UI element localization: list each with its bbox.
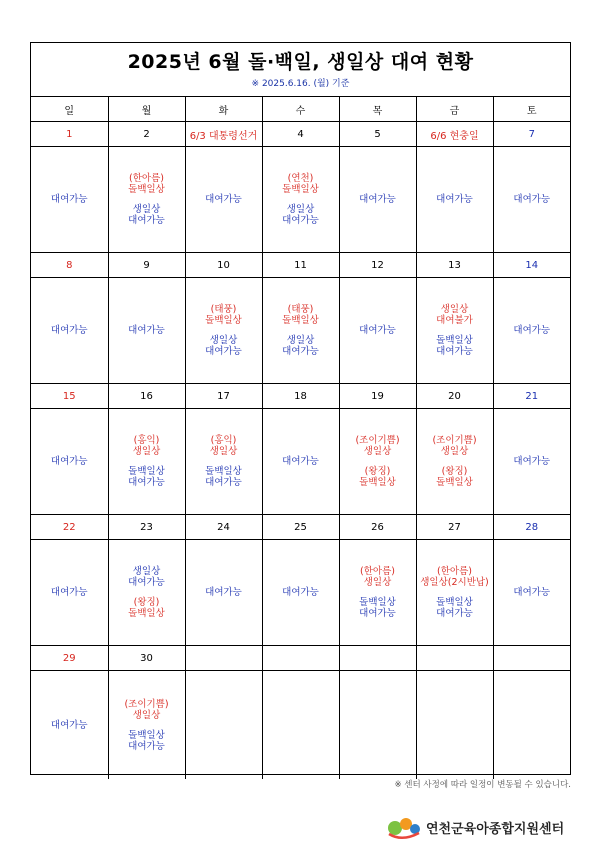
rental-status — [31, 720, 108, 731]
rental-status — [186, 335, 262, 357]
rental-status — [263, 304, 339, 326]
status-line: 대여가능 — [436, 194, 473, 205]
date-cell: 1 — [31, 122, 108, 147]
date-row — [31, 122, 570, 147]
center-logo-icon — [386, 814, 422, 840]
status-line: 대여가능 — [513, 325, 551, 336]
rental-status — [494, 587, 571, 598]
rental-status — [494, 456, 571, 467]
title-block — [31, 43, 570, 97]
rental-status — [109, 204, 185, 226]
rental-status — [186, 466, 262, 488]
rental-status — [186, 435, 262, 457]
date-row — [31, 515, 570, 540]
status-line: 생일상 — [286, 335, 315, 346]
rental-status — [340, 466, 416, 488]
status-row — [31, 278, 570, 384]
block-gap — [417, 457, 493, 466]
status-line: 대여가능 — [513, 587, 551, 598]
status-line: 생일상(2시반납) — [420, 577, 489, 588]
status-line: 돌백일상 — [128, 608, 165, 619]
block-gap — [109, 721, 185, 730]
status-line: 생일상 — [286, 204, 315, 215]
status-line: 대여가능 — [50, 194, 88, 205]
date-cell: 26 — [339, 515, 416, 540]
date-cell: 22 — [31, 515, 108, 540]
status-line: 대여가능 — [205, 477, 242, 488]
status-line: 대여가능 — [50, 456, 88, 467]
date-cell: 29 — [31, 646, 108, 671]
block-gap — [263, 326, 339, 335]
organization-name: 연천군육아종합지원센터 — [426, 821, 565, 837]
status-cell — [262, 409, 339, 515]
status-line: (왕징) — [133, 597, 160, 608]
status-cell — [416, 409, 493, 515]
status-line: 대여가능 — [359, 325, 396, 336]
status-line: (왕징) — [364, 466, 391, 477]
status-line: 돌백일상 — [128, 466, 165, 477]
status-cell — [493, 409, 570, 515]
status-cell — [185, 278, 262, 384]
weekday-header: 수 — [262, 97, 339, 122]
rental-status — [109, 597, 185, 619]
status-line: 돌백일상 — [282, 315, 319, 326]
status-line: 돌백일상 — [436, 477, 473, 488]
calendar-table — [31, 97, 570, 779]
date-cell: 24 — [185, 515, 262, 540]
status-cell — [339, 278, 416, 384]
status-line: 대여가능 — [128, 215, 165, 226]
date-cell: 21 — [493, 384, 570, 409]
status-line: (조이기쁨) — [432, 435, 477, 446]
status-line: 대여가능 — [513, 456, 551, 467]
date-cell: 23 — [108, 515, 185, 540]
status-line: 대여가능 — [128, 477, 165, 488]
rental-status — [417, 566, 493, 588]
date-row — [31, 646, 570, 671]
status-cell — [31, 409, 108, 515]
weekday-header: 금 — [416, 97, 493, 122]
status-line: 대여가능 — [359, 608, 396, 619]
status-cell — [31, 147, 108, 253]
date-cell: 17 — [185, 384, 262, 409]
status-line: 생일상 — [363, 577, 392, 588]
status-line: (왕징) — [441, 466, 468, 477]
status-cell — [185, 540, 262, 646]
date-cell: 5 — [339, 122, 416, 147]
date-cell: 30 — [108, 646, 185, 671]
date-row — [31, 253, 570, 278]
rental-status — [340, 194, 416, 205]
status-line: 생일상 — [132, 446, 161, 457]
status-line: (홍익) — [210, 435, 237, 446]
status-cell — [185, 409, 262, 515]
status-cell — [493, 278, 570, 384]
rental-status — [263, 456, 339, 467]
date-cell: 15 — [31, 384, 108, 409]
date-cell: 6/6 현충일 — [416, 122, 493, 147]
status-line: (연천) — [287, 173, 314, 184]
organization-logo — [386, 812, 564, 842]
date-cell — [493, 646, 570, 671]
status-cell — [108, 409, 185, 515]
date-cell: 27 — [416, 515, 493, 540]
date-cell: 20 — [416, 384, 493, 409]
date-cell: 6/3 대통령선거 — [185, 122, 262, 147]
status-line: 생일상 — [132, 566, 161, 577]
status-line: 대여가능 — [513, 194, 551, 205]
status-line: 생일상 — [440, 446, 469, 457]
status-line: 대여가능 — [436, 608, 473, 619]
date-cell: 8 — [31, 253, 108, 278]
status-line: (한아름) — [360, 566, 395, 577]
status-cell — [108, 278, 185, 384]
status-cell — [416, 540, 493, 646]
rental-status — [263, 335, 339, 357]
weekday-header: 월 — [108, 97, 185, 122]
status-line: 생일상 — [132, 204, 161, 215]
block-gap — [109, 457, 185, 466]
rental-status — [186, 194, 262, 205]
status-line: 돌백일상 — [436, 597, 473, 608]
status-cell — [31, 671, 108, 780]
status-cell — [108, 671, 185, 780]
block-gap — [186, 457, 262, 466]
rental-status — [417, 597, 493, 619]
status-line: (태풍) — [287, 304, 314, 315]
rental-status — [263, 587, 339, 598]
status-cell — [416, 671, 493, 780]
status-line: 대여가능 — [205, 587, 242, 598]
status-cell — [108, 147, 185, 253]
status-line: 돌백일상 — [359, 597, 396, 608]
rental-status — [31, 194, 108, 205]
rental-status — [340, 435, 416, 457]
date-cell: 7 — [493, 122, 570, 147]
calendar-body — [31, 122, 570, 780]
status-line: 대여가능 — [128, 577, 165, 588]
block-gap — [340, 588, 416, 597]
status-line: 대여가능 — [50, 719, 88, 731]
status-line: 대여가능 — [282, 456, 319, 467]
block-gap — [417, 588, 493, 597]
weekday-header: 일 — [31, 97, 108, 122]
status-cell — [416, 147, 493, 253]
status-cell — [108, 540, 185, 646]
page-title: 2025년 6월 돌·백일, 생일상 대여 현황 — [127, 51, 474, 73]
block-gap — [109, 588, 185, 597]
status-line: 돌백일상 — [205, 315, 242, 326]
date-cell: 14 — [493, 253, 570, 278]
status-line: 대여가능 — [282, 587, 319, 598]
status-cell — [339, 540, 416, 646]
status-cell — [185, 671, 262, 780]
calendar-sheet — [30, 42, 571, 775]
date-cell — [262, 646, 339, 671]
rental-status — [31, 456, 108, 467]
rental-status — [109, 435, 185, 457]
status-cell — [339, 147, 416, 253]
status-row — [31, 409, 570, 515]
status-line: 돌백일상 — [128, 729, 165, 741]
status-cell — [185, 147, 262, 253]
weekday-header: 토 — [493, 97, 570, 122]
footer-note: ※ 센터 사정에 따라 일정이 변동될 수 있습니다. — [394, 780, 571, 790]
status-line: 대여가능 — [282, 215, 319, 226]
rental-status — [186, 587, 262, 598]
status-line: 대여가능 — [50, 587, 88, 598]
rental-status — [109, 730, 185, 752]
date-cell: 16 — [108, 384, 185, 409]
status-cell — [416, 278, 493, 384]
status-line: 돌백일상 — [205, 466, 242, 477]
rental-status — [263, 173, 339, 195]
status-line: (조이기쁨) — [355, 435, 400, 446]
block-gap — [109, 195, 185, 204]
status-row — [31, 147, 570, 253]
status-line: 대여가능 — [359, 194, 396, 205]
rental-status — [340, 597, 416, 619]
status-cell — [31, 540, 108, 646]
weekday-header: 화 — [185, 97, 262, 122]
weekday-header-row — [31, 97, 570, 122]
status-line: 대여가능 — [205, 346, 242, 357]
rental-status — [31, 587, 108, 598]
status-row — [31, 671, 570, 780]
rental-status — [417, 335, 493, 357]
status-row — [31, 540, 570, 646]
rental-status — [340, 325, 416, 336]
rental-status — [109, 466, 185, 488]
status-line: 대여가능 — [128, 740, 165, 752]
block-gap — [340, 457, 416, 466]
status-cell — [339, 409, 416, 515]
rental-status — [494, 194, 571, 205]
status-cell — [262, 147, 339, 253]
date-cell — [339, 646, 416, 671]
status-cell — [31, 278, 108, 384]
rental-status — [109, 173, 185, 195]
status-cell — [339, 671, 416, 780]
rental-status — [417, 194, 493, 205]
status-line: (한아름) — [437, 566, 472, 577]
status-line: 생일상 — [209, 335, 238, 346]
rental-status — [494, 325, 571, 336]
date-cell — [185, 646, 262, 671]
date-cell: 25 — [262, 515, 339, 540]
date-cell: 13 — [416, 253, 493, 278]
date-cell: 18 — [262, 384, 339, 409]
rental-status — [186, 304, 262, 326]
status-cell — [262, 671, 339, 780]
status-line: (태풍) — [210, 304, 237, 315]
rental-status — [417, 435, 493, 457]
weekday-header: 목 — [339, 97, 416, 122]
rental-status — [31, 325, 108, 336]
date-cell: 12 — [339, 253, 416, 278]
rental-status — [417, 304, 493, 326]
status-line: 생일상 — [209, 446, 238, 457]
status-cell — [262, 278, 339, 384]
reference-date: ※ 2025.6.16. (월) 기준 — [251, 79, 350, 89]
block-gap — [417, 326, 493, 335]
status-line: 돌백일상 — [436, 335, 473, 346]
status-cell — [262, 540, 339, 646]
status-line: 돌백일상 — [359, 477, 396, 488]
status-line: 생일상 — [132, 709, 161, 721]
date-cell: 9 — [108, 253, 185, 278]
status-line: 대여가능 — [128, 325, 165, 336]
rental-status — [109, 699, 185, 721]
status-line: 생일상 — [440, 304, 469, 315]
rental-status — [109, 566, 185, 588]
status-line: 대여가능 — [436, 346, 473, 357]
date-cell: 4 — [262, 122, 339, 147]
status-line: 대여가능 — [50, 325, 88, 336]
date-row — [31, 384, 570, 409]
block-gap — [186, 326, 262, 335]
status-line: 대여가능 — [205, 194, 242, 205]
date-cell — [416, 646, 493, 671]
rental-status — [417, 466, 493, 488]
status-line: 대여불가 — [436, 315, 473, 326]
status-line: 생일상 — [363, 446, 392, 457]
status-line: (홍익) — [133, 435, 160, 446]
status-cell — [493, 671, 570, 780]
rental-status — [263, 204, 339, 226]
status-cell — [493, 147, 570, 253]
status-cell — [493, 540, 570, 646]
date-cell: 2 — [108, 122, 185, 147]
rental-status — [340, 566, 416, 588]
status-line: (한아름) — [129, 173, 164, 184]
status-line: 돌백일상 — [282, 184, 319, 195]
date-cell: 19 — [339, 384, 416, 409]
date-cell: 11 — [262, 253, 339, 278]
status-line: 대여가능 — [282, 346, 319, 357]
block-gap — [263, 195, 339, 204]
date-cell: 28 — [493, 515, 570, 540]
date-cell: 10 — [185, 253, 262, 278]
rental-status — [109, 325, 185, 336]
status-line: 돌백일상 — [128, 184, 165, 195]
status-line: (조이기쁨) — [124, 698, 169, 710]
